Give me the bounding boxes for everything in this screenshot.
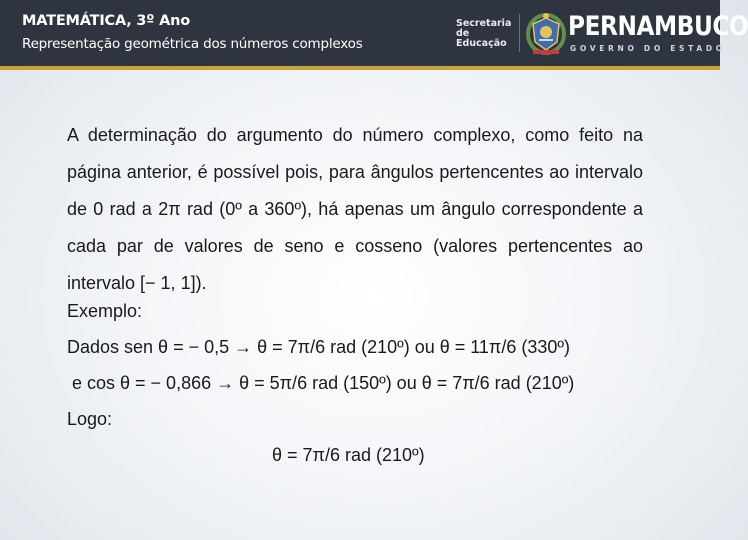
example-cosine-line: e cos θ = − 0,866 → θ = 5π/6 rad (150º) ou θ = 7π/6 rad (210º) xyxy=(67,373,575,393)
coat-of-arms-icon xyxy=(524,10,568,56)
page-title: MATEMÁTICA, 3º Ano xyxy=(22,13,191,29)
page-subtitle: Representação geométrica dos números complexos xyxy=(22,36,363,52)
conclusion-label: Logo: xyxy=(67,409,113,429)
example-sine-line: Dados sen θ = − 0,5 → θ = 7π/6 rad (210º) ou θ = 11π/6 (330º) xyxy=(67,337,570,357)
state-logo-tagline: GOVERNO DO ESTADO xyxy=(570,44,726,53)
body-paragraph: A determinação do argumento do número complexo, como feito na página anterior, é possível pois, para ângulos pertencentes ao intervalo de 0 rad a 2π rad (0º a 360º), há apenas um ângulo correspondente a cada par de valores de seno e cosseno (valores pertencentes ao intervalo [− 1, 1]). xyxy=(67,125,643,293)
example-label: Exemplo: xyxy=(67,301,143,321)
result-line: θ = 7π/6 rad (210º) xyxy=(272,445,425,465)
secretaria-line-1: Secretaria de xyxy=(456,18,512,39)
header-accent-stripe xyxy=(0,66,720,70)
secretaria-line-2: Educação xyxy=(456,38,507,49)
header-bar xyxy=(0,0,748,66)
secretaria-logo-text xyxy=(456,19,518,49)
logo-divider xyxy=(519,14,520,52)
state-logo-wordmark: PERNAMBUCO xyxy=(568,11,748,42)
